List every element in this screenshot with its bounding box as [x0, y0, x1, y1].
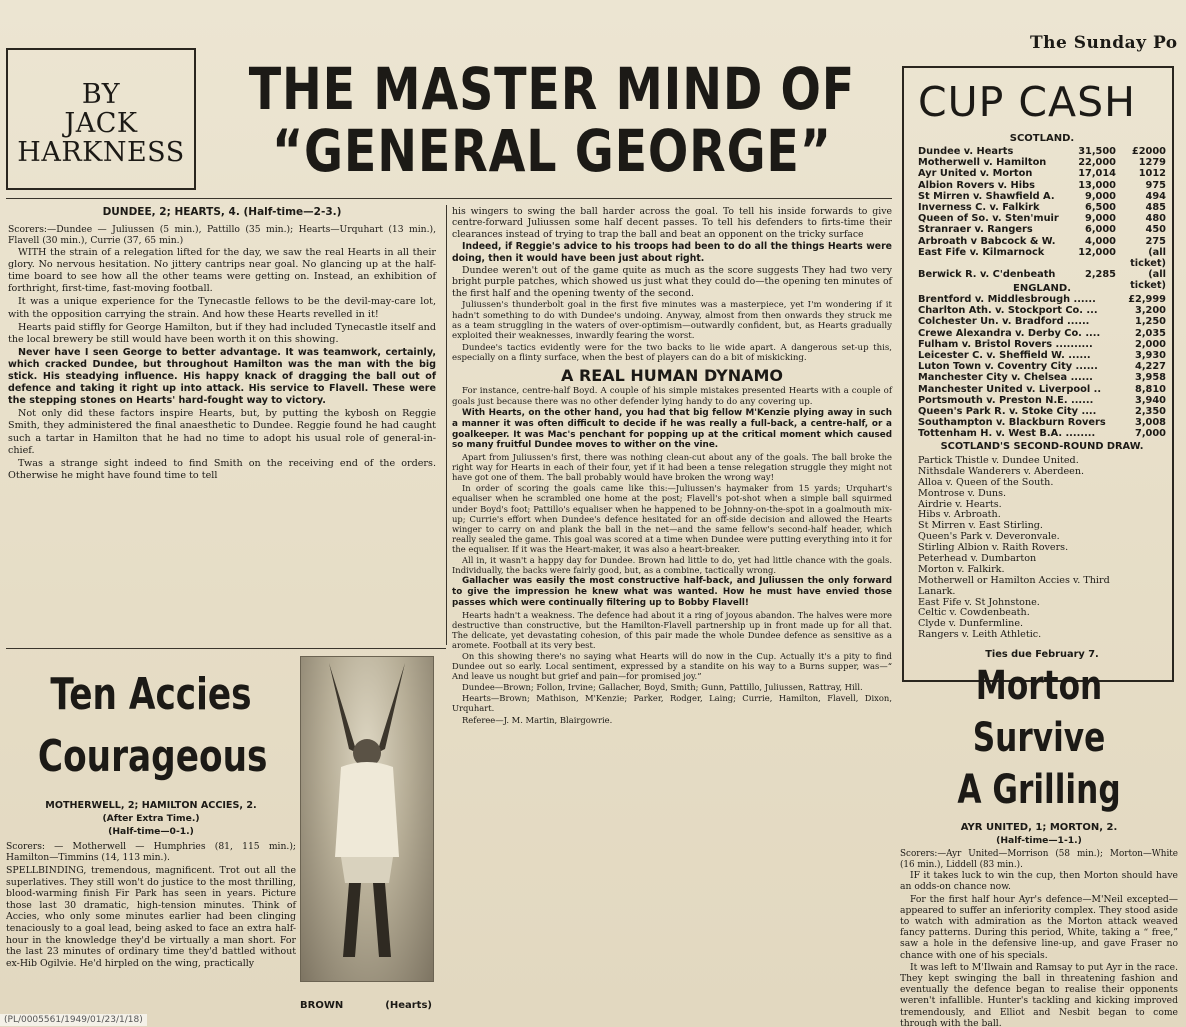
- match-cell: Fulham v. Bristol Rovers ..........: [918, 338, 1093, 350]
- headline-line: Ten Accies: [50, 669, 252, 720]
- attendance-cell: 22,000: [1078, 157, 1116, 169]
- cash-cell: ticket): [1130, 280, 1166, 292]
- body-paragraph: SPELLBINDING, tremendous, magnificent. Trot out all the superlatives. They still won't do justice to the most thrilling, blood-warming finish Fir Park has seen in years. Picture those last 30 dramatic, high-tension minutes. Think of Accies, who only some minutes earlier had been clinging tenaciously to a goal lead, being asked to face an extra half-hour in the knowledge they'd be virtually a man short. For the last 23 minutes of ordinary time they'd battled without ex-Hib Ogilvie. He'd hirpled on the wing, practically: [6, 865, 296, 969]
- table-row: [918, 258, 1166, 269]
- body-paragraph: IF it takes luck to win the cup, then Morton should have an odds-on chance now.: [900, 870, 1178, 893]
- attendance-cell: 9,000: [1085, 213, 1116, 225]
- list-item: Rangers v. Leith Athletic.: [918, 629, 1042, 641]
- bold-paragraph: Never have I seen George to better advantage. It was teamwork, certainly, which cracked Dundee, but throughout Hamilton was the man with the big stick. His steadying influence. His happy knack of dragging the ball out of defence and taking it right up into attack. His service to Flavell. These were the stepping stones on Hearts' hard-fought way to victory.: [8, 346, 436, 407]
- table-row: [918, 146, 1166, 157]
- cash-cell: 8,810: [1135, 383, 1166, 395]
- match-score: DUNDEE, 2; HEARTS, 4. (Half-time—2-3.): [102, 206, 342, 218]
- match-cell: Dundee v. Hearts: [918, 146, 1014, 157]
- body-paragraph: Hearts paid stiffly for George Hamilton, but if they had included Tynecastle itself and the local brewery be still would have been worth it on this showing.: [8, 321, 436, 345]
- main-story-mid-column: [452, 206, 892, 726]
- cash-cell: 3,940: [1135, 394, 1166, 406]
- table-row: [918, 247, 1166, 258]
- attendance-cell: 4,000: [1085, 235, 1116, 247]
- caption-name: BROWN: [300, 1000, 344, 1011]
- attendance-cell: 6,000: [1085, 224, 1116, 236]
- table-row: [918, 168, 1166, 179]
- morton-story: [900, 660, 1178, 1027]
- body-paragraph: Juliussen's thunderbolt goal in the first five minutes was a masterpiece, yet I'm wondering if it hadn't something to do with Dundee's undoing. Anyway, almost from then onwards they struck me as a team struggling in the waters of over-optimism—outwardly confident, but, as Hearts gradually exploited their weaknesses, inwardly fearing the worst.: [452, 300, 892, 342]
- main-story-left-column: [8, 206, 436, 483]
- list-item: Celtic v. Cowdenbeath.: [918, 607, 1030, 619]
- table-row: [918, 395, 1166, 406]
- body-paragraph: All in, it wasn't a happy day for Dundee. Brown had little to do, yet had little chance with the goals. Individually, the backs were fairly good, but, as a combine, tactically wrong.: [452, 555, 892, 576]
- body-paragraph: For instance, centre-half Boyd. A couple of his simple mistakes presented Hearts with a couple of goals just because there was no other defender lying handy to do any covering up.: [452, 386, 892, 407]
- body-paragraph: It was a unique experience for the Tynecastle fellows to be the devil-may-care lot, with the opposition carrying the strain. And how these Hearts revelled in it!: [8, 296, 436, 320]
- lineup-hearts: Hearts—Brown; Mathison, M'Kenzie; Parker, Rodger, Laing; Currie, Hamilton, Flavell, Dixon, Urquhart.: [452, 693, 892, 714]
- attendance-cell: 31,500: [1078, 146, 1116, 157]
- body-paragraph: WITH the strain of a relegation lifted for the day, we saw the real Hearts in all their glory. No nervous hesitation. No jittery cantrips near goal. No glancing up at the half-time board to see how all the other teams were getting on. Instead, an exhibition of forthright, first-time, fast-moving football.: [8, 247, 436, 295]
- match-cell: Ayr United v. Morton: [918, 168, 1033, 180]
- cash-cell: ticket): [1130, 257, 1166, 269]
- match-cell: Queen of So. v. Sten'muir: [918, 213, 1059, 225]
- cash-cell: 480: [1145, 213, 1166, 225]
- match-cell: Berwick R. v. C'denbeath: [918, 269, 1056, 281]
- list-item: Partick Thistle v. Dundee United.: [918, 455, 1079, 466]
- byline-box: [6, 48, 196, 190]
- table-row: [918, 406, 1166, 417]
- cash-cell: (all: [1148, 246, 1166, 258]
- match-cell: Manchester City v. Chelsea ......: [918, 372, 1093, 384]
- byline-line: BY: [81, 79, 121, 110]
- match-cell: Queen's Park R. v. Stoke City ....: [918, 405, 1097, 417]
- cash-cell: (all: [1148, 269, 1166, 281]
- scotland-label: SCOTLAND.: [1009, 133, 1075, 144]
- body-paragraph: In order of scoring the goals came like this:—Juliussen's haymaker from 15 yards; Urquhart's equaliser when he scrambled one home at the post; Flavell's pot-shot when a simple ball squirmed under Boyd's foot; Pattillo's equaliser when he happened to be Johnny-on-the-spot in a goalmouth mix-up; Currie's effort when Dundee's defence hesitated for an off-side decision and allowed the Hearts winger to carry on and plank the ball in the net—and the same fellow's second-half header, which really sealed the game. This goal was scored at a time when Dundee were putting everything into it for the equaliser. If it was the Heart-maker, it was also a heart-breaker.: [452, 483, 892, 554]
- table-row: [918, 180, 1166, 191]
- headline-line: Courageous: [37, 731, 268, 782]
- match-cell: Inverness C. v. Falkirk: [918, 201, 1040, 213]
- attendance-cell: 17,014: [1078, 168, 1116, 180]
- match-cell: Colchester Un. v. Bradford ......: [918, 316, 1090, 328]
- attendance-cell: 13,000: [1078, 179, 1116, 191]
- draw-list: [918, 456, 1166, 641]
- body-paragraph: his wingers to swing the ball harder across the goal. To tell his inside forwards to give centre-forward Juliussen some half decent passes. To tell his defenders to firts-time their clearances instead of trying to trap the ball and beat an opponent on the tricky surface: [452, 206, 892, 240]
- bold-paragraph: Indeed, if Reggie's advice to his troops had been to do all the things Hearts were doing, then it would have been just about right.: [452, 241, 892, 264]
- match-cell: Luton Town v. Coventry City ......: [918, 361, 1098, 373]
- match-cell: Stranraer v. Rangers: [918, 224, 1033, 236]
- headline-line: A Grilling: [957, 767, 1121, 813]
- match-cell: Southampton v. Blackburn Rovers: [918, 417, 1106, 429]
- table-row: [918, 269, 1166, 280]
- cash-cell: 3,008: [1135, 417, 1166, 429]
- byline-line: JACK: [64, 108, 138, 139]
- cash-cell: 485: [1145, 201, 1166, 213]
- cash-cell: £2,999: [1128, 294, 1166, 305]
- table-row: [918, 157, 1166, 168]
- masthead: The Sunday Po: [1030, 33, 1178, 53]
- table-row: [918, 202, 1166, 213]
- cash-cell: 2,000: [1135, 338, 1166, 350]
- match-score: AYR UNITED, 1; MORTON, 2.: [960, 822, 1118, 833]
- main-headline: [212, 55, 856, 185]
- accies-headline: [37, 664, 268, 788]
- match-cell: Albion Rovers v. Hibs: [918, 179, 1035, 191]
- cash-cell: 4,227: [1135, 361, 1166, 373]
- draw-label: SCOTLAND'S SECOND-ROUND DRAW.: [940, 441, 1144, 452]
- caption-club: (Hearts): [385, 1000, 432, 1011]
- cup-cash-title: CUP CASH: [918, 78, 1136, 126]
- list-item: Queen's Park v. Deveronvale.: [918, 531, 1060, 543]
- cup-cash-box: [902, 66, 1174, 682]
- list-item: Alloa v. Queen of the South.: [918, 476, 1054, 488]
- goalkeeper-photo: [300, 656, 434, 982]
- body-paragraph: For the first half hour Ayr's defence—M'Neil excepted—appeared to suffer an inferiority complex. They stood aside to watch with admiration as the Morton attack weaved fancy patterns. During this period, White, taking a “ free,” saw a hole in the defensive line-up, and gave Fraser no chance with one of his specials.: [900, 893, 1178, 961]
- cash-cell: 494: [1145, 190, 1166, 202]
- scorers-line: Scorers:—Ayr United—Morrison (58 min.); Morton—White (16 min.), Liddell (83 min.).: [900, 849, 1178, 870]
- scorers-line: Scorers:—Dundee — Juliussen (5 min.), Pattillo (35 min.); Hearts—Urquhart (13 min.), Flavell (30 min.), Currie (37, 65 min.): [8, 224, 436, 247]
- match-score: MOTHERWELL, 2; HAMILTON ACCIES, 2.: [45, 800, 257, 811]
- match-cell: [918, 258, 1066, 269]
- cash-cell: 3,200: [1135, 305, 1166, 317]
- cash-cell: 1012: [1138, 168, 1166, 180]
- table-row: [918, 316, 1166, 327]
- match-cell: Manchester United v. Liverpool ..: [918, 383, 1102, 395]
- list-item: Motherwell or Hamilton Accies v. Third: [918, 574, 1110, 586]
- list-item: Nithsdale Wanderers v. Aberdeen.: [918, 465, 1085, 477]
- lineup-dundee: Dundee—Brown; Follon, Irvine; Gallacher, Boyd, Smith; Gunn, Pattillo, Juliussen, Rattray, Hill.: [462, 682, 863, 693]
- table-row: [918, 372, 1166, 383]
- column-rule: [446, 205, 447, 645]
- match-cell: Portsmouth v. Preston N.E. ......: [918, 394, 1094, 406]
- table-row: [918, 224, 1166, 235]
- morton-body: [900, 870, 1178, 1027]
- england-table: [918, 294, 1166, 439]
- cash-cell: 2,035: [1135, 327, 1166, 339]
- cash-cell: 1,250: [1135, 316, 1166, 328]
- cash-cell: 450: [1145, 224, 1166, 236]
- body-paragraph: Apart from Juliussen's first, there was nothing clean-cut about any of the goals. The ball broke the right way for Hearts in each of their four, yet if it had been a tense relegation struggle they might not have got one of them. The ball probably would have broken the wrong way!: [452, 452, 892, 483]
- divider: [6, 648, 446, 649]
- body-paragraph: Dundee's tactics evidently were for the two backs to lie wide apart. A dangerous set-up this, especially on a flinty surface, when the best of players can do a bit of miskicking.: [452, 342, 892, 364]
- match-cell: Motherwell v. Hamilton: [918, 157, 1047, 169]
- match-cell: Tottenham H. v. West B.A. ........: [918, 428, 1096, 440]
- cash-cell: £2000: [1131, 146, 1166, 157]
- match-cell: St Mirren v. Shawfield A.: [918, 190, 1055, 202]
- list-item: Peterhead v. Dumbarton: [918, 553, 1037, 565]
- bold-paragraph: With Hearts, on the other hand, you had that big fellow M'Kenzie plying away in such a manner it was often difficult to decide if he was really a full-back, a centre-half, or a goalkeeper. It was Mac's penchant for popping up at the critical moment which caused so many fruitful Dundee moves to wither on the vine.: [452, 407, 892, 451]
- match-cell: Arbroath v Babcock & W.: [918, 235, 1056, 247]
- list-item: St Mirren v. East Stirling.: [918, 520, 1043, 532]
- half-time: (Half-time—1-1.): [996, 835, 1082, 846]
- list-item: Airdrie v. Hearts.: [918, 498, 1002, 510]
- match-cell: Leicester C. v. Sheffield W. ......: [918, 349, 1091, 361]
- divider: [6, 198, 892, 199]
- table-row: [918, 417, 1166, 428]
- list-item: East Fife v. St Johnstone.: [918, 596, 1040, 608]
- england-label: ENGLAND.: [1013, 283, 1071, 294]
- table-row: [918, 384, 1166, 395]
- body-paragraph: Hearts hadn't a weakness. The defence had about it a ring of joyous abandon. The halves were more destructive than constructive, but the Hamilton-Flavell partnership up in front made up for all that. The delicate, yet devastating cohesion, of this pair made the whole Dundee defence as sensitive as a aromete. Football at its very best.: [452, 609, 892, 650]
- morton-headline: [931, 660, 1148, 816]
- list-item: Montrose v. Duns.: [918, 487, 1007, 499]
- byline-line: HARKNESS: [17, 137, 185, 168]
- cash-cell: 7,000: [1135, 428, 1166, 440]
- cash-cell: 2,350: [1135, 405, 1166, 417]
- after-extra-time: (After Extra Time.): [102, 813, 200, 824]
- table-row: [918, 294, 1166, 305]
- table-row: [918, 428, 1166, 439]
- attendance-cell: 6,500: [1085, 201, 1116, 213]
- headline-line: Morton Survive: [972, 663, 1106, 761]
- headline-line: “GENERAL GEORGE”: [271, 117, 832, 185]
- scorers-line: Scorers: — Motherwell — Humphries (81, 115 min.); Hamilton—Timmins (14, 113 min.).: [6, 841, 296, 863]
- match-cell: Charlton Ath. v. Stockport Co. ...: [918, 305, 1098, 317]
- cash-cell: 3,958: [1135, 372, 1166, 384]
- list-item: Morton v. Falkirk.: [918, 563, 1005, 575]
- attendance-cell: 2,285: [1085, 269, 1116, 281]
- headline-line: THE MASTER MIND OF: [248, 55, 856, 123]
- subheading: A REAL HUMAN DYNAMO: [561, 365, 783, 385]
- photo-caption: [300, 1000, 432, 1011]
- cash-cell: 975: [1145, 179, 1166, 191]
- body-paragraph: Dundee weren't out of the game quite as much as the score suggests They had two very bright purple patches, which showed us just what they could do—the opening ten minutes of the first half and the opening twenty of the second.: [452, 265, 892, 299]
- table-row: [918, 350, 1166, 361]
- body-paragraph: On this showing there's no saying what Hearts will do now in the Cup. Actually it's a pity to find Dundee out so early. Local sentiment, expressed by a standite on his way to a Burns supper, was—“ And leave us nought but grief and pain—for promised joy.”: [452, 650, 892, 682]
- list-item: Stirling Albion v. Raith Rovers.: [918, 542, 1069, 554]
- bold-paragraph: Gallacher was easily the most constructive half-back, and Juliussen the only forward to give the impression he knew what was wanted. How he must have envied those passes which were continually filtering up to Bobby Flavell!: [452, 576, 892, 608]
- table-row: [918, 339, 1166, 350]
- cash-cell: 275: [1145, 235, 1166, 247]
- list-item: Clyde v. Dunfermline.: [918, 618, 1024, 630]
- goalkeeper-figure-icon: [301, 657, 433, 981]
- cash-cell: 1279: [1138, 157, 1166, 169]
- accies-story: [6, 664, 296, 969]
- cash-cell: 3,930: [1135, 349, 1166, 361]
- attendance-cell: [1066, 258, 1116, 269]
- referee-line: Referee—J. M. Martin, Blairgowrie.: [462, 714, 613, 725]
- table-row: [918, 213, 1166, 224]
- body-paragraph: It was left to M'Ilwain and Ramsay to put Ayr in the race. They kept swinging the ball in threatening fashion and eventually the defence began to realise their opponents weren't infallible. Hunter's tackling and kicking improved tremendously, and Elliot and Nesbit began to come through with the ball.: [900, 961, 1178, 1027]
- archive-reference: (PL/0005561/1949/01/23/1/18): [0, 1014, 147, 1026]
- body-paragraph: Not only did these factors inspire Hearts, but, by putting the kybosh on Reggie Smith, they administered the final anaesthetic to Dundee. Reggie found he had caught such a tartar in Hamilton that he had no time to adopt his usual role of general-in-chief.: [8, 408, 436, 456]
- attendance-cell: 9,000: [1085, 190, 1116, 202]
- list-item: Hibs v. Arbroath.: [918, 509, 1001, 521]
- table-row: [918, 236, 1166, 247]
- table-row: [918, 305, 1166, 316]
- match-cell: Crewe Alexandra v. Derby Co. ....: [918, 327, 1101, 339]
- table-row: [918, 328, 1166, 339]
- body-paragraph: Twas a strange sight indeed to find Smith on the receiving end of the orders. Otherwise he might have found time to tell: [8, 457, 436, 481]
- table-row: [918, 191, 1166, 202]
- half-time: (Half-time—0-1.): [108, 826, 194, 837]
- match-cell: East Fife v. Kilmarnock: [918, 246, 1045, 258]
- match-cell: Brentford v. Middlesbrough ......: [918, 294, 1096, 305]
- list-item: Lanark.: [918, 585, 956, 597]
- scotland-table: [918, 146, 1166, 291]
- table-row: [918, 361, 1166, 372]
- ties-due: Ties due February 7.: [985, 649, 1099, 660]
- attendance-cell: 12,000: [1078, 246, 1116, 258]
